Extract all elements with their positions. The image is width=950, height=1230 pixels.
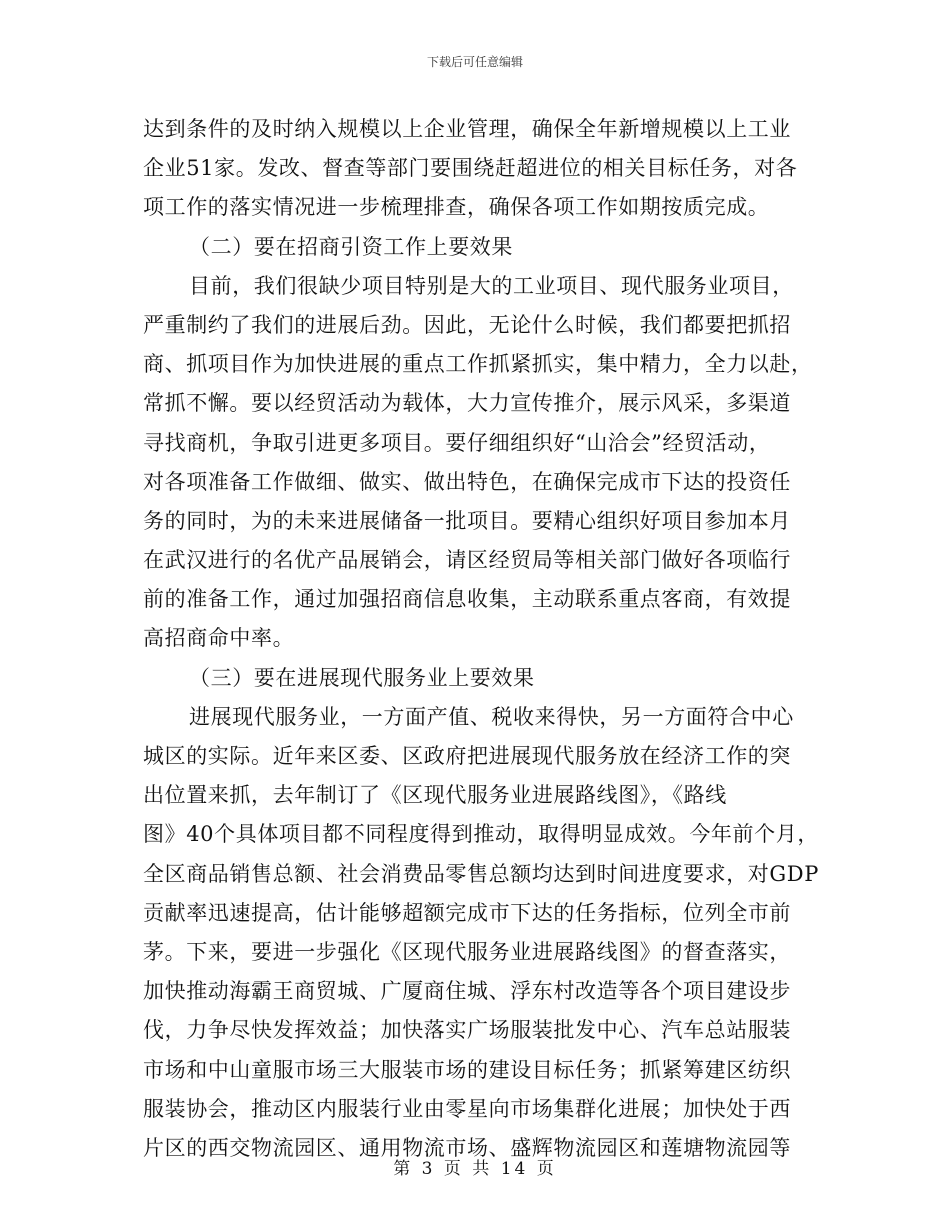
text-line: 达到条件的及时纳入规模以上企业管理，确保全年新增规模以上工业 xyxy=(143,117,791,141)
text-line: 全区商品销售总额、社会消费品零售总额均达到时间进度要求，对GDP xyxy=(143,861,819,886)
text-line: 市场和中山童服市场三大服装市场的建设目标任务；抓紧筹建区纺织 xyxy=(143,1057,791,1082)
text-line: 目前，我们很缺少项目特别是大的工业项目、现代服务业项目， xyxy=(189,273,794,298)
text-line: 贡献率迅速提高，估计能够超额完成市下达的任务指标，位列全市前 xyxy=(143,900,791,925)
text-line: 对各项准备工作做细、做实、做出特色，在确保完成市下达的投资任 xyxy=(143,469,791,494)
text-line: 务的同时，为的未来进展储备一批项目。要精心组织好项目参加本月 xyxy=(143,508,791,533)
text-line: 城区的实际。近年来区委、区政府把进展现代服务放在经济工作的突 xyxy=(143,744,791,768)
document-body xyxy=(143,110,819,1168)
text-line: 高招商命中率。 xyxy=(143,626,295,651)
text-line: 加快推动海霸王商贸城、广厦商住城、浮东村改造等各个项目建设步 xyxy=(143,979,791,1004)
text-line: 图》40个具体项目都不同程度得到推动，取得明显成效。今年前个月， xyxy=(143,822,819,847)
text-line: 进展现代服务业，一方面产值、税收来得快，另一方面符合中心 xyxy=(189,704,794,729)
text-line: 项工作的落实情况进一步梳理排查，确保各项工作如期按质完成。 xyxy=(143,195,770,220)
text-line: 企业51家。发改、督查等部门要围绕赶超进位的相关目标任务，对各 xyxy=(143,156,798,181)
text-line: 常抓不懈。要以经贸活动为载体，大力宣传推介，展示风采，多渠道 xyxy=(143,391,791,416)
text-line: 伐，力争尽快发挥效益；加快落实广场服装批发中心、汽车总站服装 xyxy=(143,1018,791,1043)
text-line: 商、抓项目作为加快进展的重点工作抓紧抓实，集中精力，全力以赴， xyxy=(143,352,813,377)
text-line: 寻找商机，争取引进更多项目。要仔细组织好“山洽会”经贸活动， xyxy=(143,430,771,455)
page-header-note: 下载后可任意编辑 xyxy=(426,55,523,69)
text-line: 片区的西交物流园区、通用物流市场、盛辉物流园区和莲塘物流园等 xyxy=(143,1135,791,1160)
text-line: 前的准备工作，通过加强招商信息收集，主动联系重点客商，有效提 xyxy=(143,587,791,612)
page-number-footer: 第 3 页 共 14 页 xyxy=(393,1159,557,1179)
section-heading-2: （二）要在招商引资工作上要效果 xyxy=(189,234,513,259)
text-line: 服装协会，推动区内服装行业由零星向市场集群化进展；加快处于西 xyxy=(143,1096,791,1121)
text-line: 茅。下来，要进一步强化《区现代服务业进展路线图》的督查落实， xyxy=(143,939,791,964)
text-line: 在武汉进行的名优产品展销会，请区经贸局等相关部门做好各项临行 xyxy=(143,548,791,573)
text-line: 严重制约了我们的进展后劲。因此，无论什么时候，我们都要把抓招 xyxy=(143,312,791,337)
section-heading-3: （三）要在进展现代服务业上要效果 xyxy=(189,665,535,690)
text-line: 出位置来抓，去年制订了《区现代服务业进展路线图》，《路线 xyxy=(143,783,727,808)
